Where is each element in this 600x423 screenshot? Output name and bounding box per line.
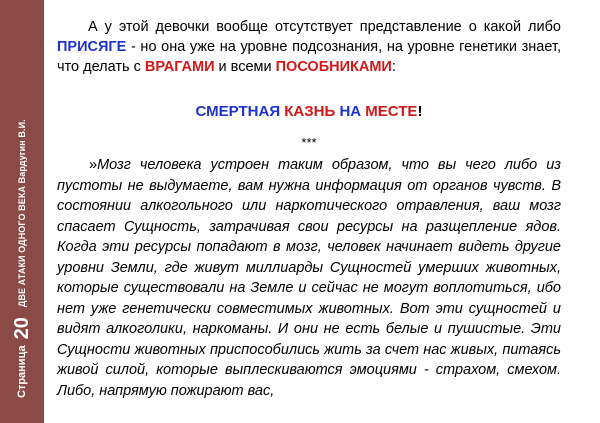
- intro-paragraph: [57, 17, 561, 77]
- heading-exclamation: !: [417, 103, 423, 120]
- heading-word-2: КАЗНЬ: [284, 103, 336, 120]
- page-number: 20: [10, 317, 33, 340]
- intro-text-2: - но она уже на уровне подсознания, на уровне генетики знает, что делать с: [57, 39, 561, 75]
- quote-text: Мозг человека устроен таким образом, что вы чего либо из пустоты не выдумаете, вам нужна информация от органов чувств. В состоянии алкогольного или наркотического отравления, ваш мозг спасает Сущность, затрачивая свои ресурсы на разщепление ядов. Когда эти ресурсы попадают в мозг, человек начинает видеть другие уровни Земли, где живут миллиарды Сущностей умерших животных, которые существовали на Земле и сейчас не могут воплотиться, ибо нет уже генетически совместимых животных. Вот эти сущностей и видят алкоголики, наркоманы. И они не есть белые и пушистые. Эти Сущности животных приспособились жить за счет нас живых, питаясь живой силой, которые выплескиваются эмоциями - страхом, смехом. Либо, напрямую пожирают вас,: [57, 157, 561, 399]
- intro-text-3: и всеми: [214, 59, 276, 75]
- heading-word-1: СМЕРТНАЯ: [195, 103, 281, 120]
- heading-word-3: НА: [339, 103, 362, 120]
- intro-highlight-oath: ПРИСЯГЕ: [57, 39, 127, 55]
- intro-highlight-enemies: ВРАГАМИ: [144, 59, 215, 75]
- quote-mark: »: [89, 157, 98, 173]
- quote-paragraph: [57, 155, 561, 401]
- book-title: ДВЕ АТАКИ ОДНОГО ВЕКА Вардугин В.И.: [17, 119, 27, 308]
- separator: ***: [301, 135, 317, 150]
- intro-text-1: А у этой девочки вообще отсутствует представление о какой либо: [88, 19, 561, 35]
- intro-highlight-accomplices: ПОСОБНИКАМИ: [275, 59, 392, 75]
- heading-word-4: МЕСТЕ: [365, 103, 418, 120]
- page-word: Страница: [16, 345, 28, 398]
- section-heading: [57, 103, 561, 120]
- intro-text-4: :: [391, 59, 396, 75]
- sidebar: [0, 0, 44, 423]
